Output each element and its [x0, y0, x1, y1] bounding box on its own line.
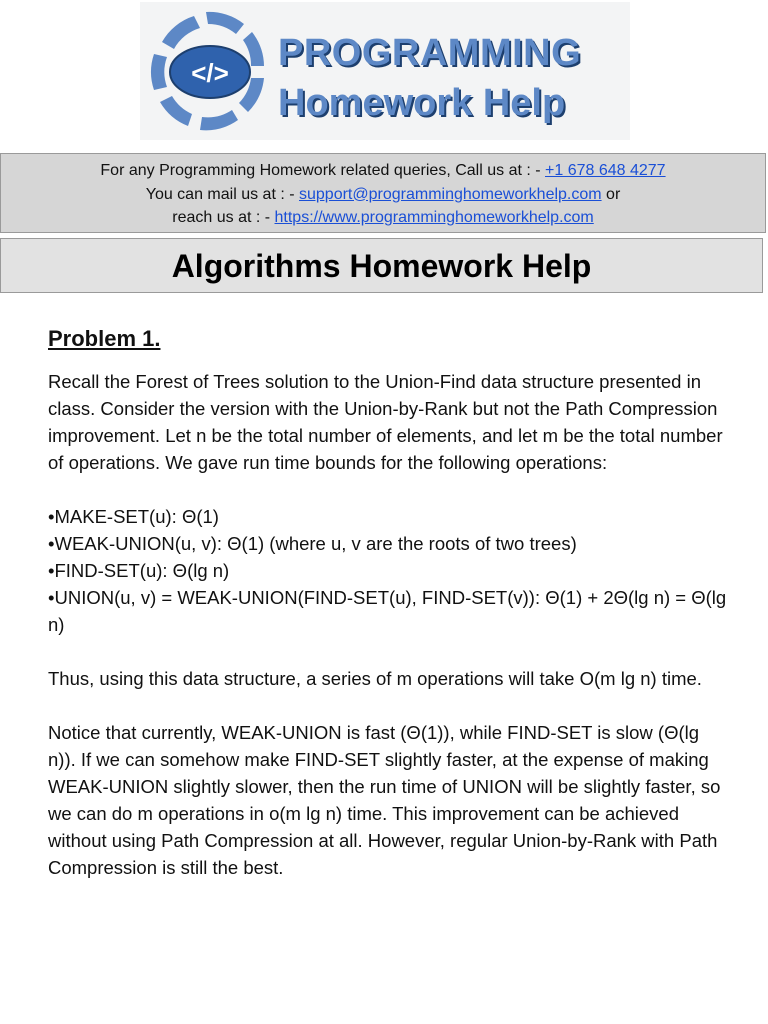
logo [140, 2, 630, 140]
problem-intro: Recall the Forest of Trees solution to the Union-Find data structure presented in class. Consider the version with the Union-by-Rank but not the Path Compression improvement. Let n be the total number of elements, and let m be the total number of operations. We gave run time bounds for the following operations: [48, 371, 723, 473]
page-title-banner [0, 238, 763, 293]
problem-paragraph-3: Notice that currently, WEAK-UNION is fast (Θ(1)), while FIND-SET is slow (Θ(lg n)). If we can somehow make FIND-SET slightly faster, at the expense of making WEAK-UNION slightly slower, then the run time of UNION will be slightly faster, so we can do m operations in o(m lg n) time. This improvement can be achieved without using Path Compression at all. However, regular Union-by-Rank with Path Compression is still the best. [48, 722, 721, 878]
contact-email-suffix: or [601, 185, 621, 203]
problem-paragraph-2: Thus, using this data structure, a series of m operations will take O(m lg n) time. [48, 668, 702, 689]
contact-info-box [0, 153, 766, 233]
logo-title-line1: PROGRAMMING [278, 32, 582, 74]
list-item [48, 584, 728, 638]
list-item [48, 530, 728, 557]
operations-list [48, 503, 728, 638]
list-item-text: MAKE-SET(u): Θ(1) [54, 506, 219, 527]
logo-code-icon: </> [191, 58, 229, 88]
phone-link[interactable]: +1 678 648 4277 [545, 162, 666, 179]
contact-phone-prefix: For any Programming Homework related queries, Call us at : - [100, 162, 546, 179]
logo-title-line2: Homework Help [278, 82, 566, 124]
page-title: Algorithms Homework Help [171, 248, 592, 284]
list-item-text: FIND-SET(u): Θ(lg n) [54, 560, 230, 581]
contact-email-prefix: You can mail us at : - [145, 185, 299, 203]
website-link[interactable]: https://www.programminghomeworkhelp.com [274, 209, 594, 226]
contact-line-phone [1, 159, 765, 183]
list-item [48, 503, 728, 530]
list-item-text: UNION(u, v) = WEAK-UNION(FIND-SET(u), FIND-SET(v)): Θ(1) + 2Θ(lg n) = Θ(lg n) [48, 587, 727, 635]
contact-line-email [1, 183, 765, 207]
problem-content [48, 368, 728, 908]
contact-website-prefix: reach us at : - [172, 209, 275, 226]
list-item-text: WEAK-UNION(u, v): Θ(1) (where u, v are the roots of two trees) [54, 533, 577, 554]
list-item [48, 557, 728, 584]
contact-line-website [1, 206, 765, 230]
logo-globe-icon [140, 2, 280, 140]
email-link[interactable]: support@programminghomeworkhelp.com [299, 185, 602, 203]
problem-heading: Problem 1. [48, 326, 161, 351]
